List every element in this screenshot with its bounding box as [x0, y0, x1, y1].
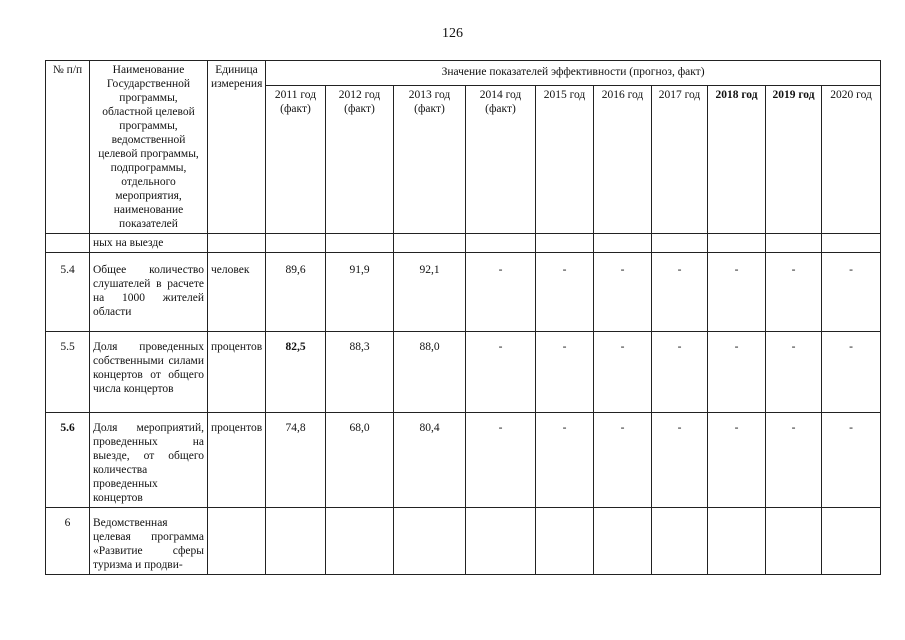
table-row: [46, 234, 881, 253]
row-value: [708, 508, 766, 575]
header-num: № п/п: [46, 61, 90, 234]
row-value: 82,5: [266, 332, 326, 413]
row-value: -: [652, 413, 708, 508]
row-value: -: [652, 253, 708, 332]
row-value: -: [466, 332, 536, 413]
row-value: -: [822, 253, 881, 332]
row-value: -: [594, 253, 652, 332]
row-value: -: [708, 253, 766, 332]
table-row: [46, 332, 881, 413]
row-value: [822, 234, 881, 253]
row-value: [652, 508, 708, 575]
row-value: [536, 508, 594, 575]
row-num: [46, 234, 90, 253]
row-value: [536, 234, 594, 253]
header-unit: Единица измерения: [208, 61, 266, 234]
row-value: [822, 508, 881, 575]
row-name: ных на выезде: [90, 234, 208, 253]
table-row: [46, 413, 881, 508]
row-value: [708, 234, 766, 253]
row-value: -: [536, 332, 594, 413]
row-unit: [208, 508, 266, 575]
header-year: 2014 год (факт): [466, 86, 536, 234]
header-name: Наименование Государственной программы, областной целевой программы, ведомственной целевой программы, подпрограммы, отдельного мероприятия, наименование показателей: [90, 61, 208, 234]
row-value: 88,3: [326, 332, 394, 413]
row-value: -: [766, 413, 822, 508]
table-row: [46, 508, 881, 575]
header-year: 2019 год: [766, 86, 822, 234]
row-value: -: [708, 332, 766, 413]
row-value: [466, 234, 536, 253]
row-value: 80,4: [394, 413, 466, 508]
header-year: 2020 год: [822, 86, 881, 234]
row-num: 5.5: [46, 332, 90, 413]
row-name: Доля мероприятий, проведенных на выезде, от общего количества проведенных концертов: [90, 413, 208, 508]
row-value: [594, 508, 652, 575]
row-value: [266, 508, 326, 575]
row-value: [652, 234, 708, 253]
row-value: -: [766, 332, 822, 413]
row-value: [394, 508, 466, 575]
row-value: -: [822, 413, 881, 508]
header-year: 2013 год (факт): [394, 86, 466, 234]
row-unit: процентов: [208, 413, 266, 508]
row-value: [266, 234, 326, 253]
row-value: -: [822, 332, 881, 413]
row-num: 5.6: [46, 413, 90, 508]
row-value: -: [466, 253, 536, 332]
row-value: [594, 234, 652, 253]
header-year: 2015 год: [536, 86, 594, 234]
header-year: 2017 год: [652, 86, 708, 234]
header-year: 2012 год (факт): [326, 86, 394, 234]
row-value: [326, 508, 394, 575]
row-value: 91,9: [326, 253, 394, 332]
header-year: 2016 год: [594, 86, 652, 234]
table-row: [46, 253, 881, 332]
page-number: 126: [442, 26, 463, 41]
row-value: -: [652, 332, 708, 413]
row-value: -: [594, 413, 652, 508]
row-value: -: [766, 253, 822, 332]
row-unit: процентов: [208, 332, 266, 413]
row-value: -: [594, 332, 652, 413]
row-value: -: [536, 253, 594, 332]
row-value: -: [708, 413, 766, 508]
indicators-table: [45, 60, 881, 575]
row-name: Доля проведенных собственными силами концертов от общего числа концертов: [90, 332, 208, 413]
row-value: 92,1: [394, 253, 466, 332]
row-value: [766, 234, 822, 253]
row-value: 68,0: [326, 413, 394, 508]
row-value: [394, 234, 466, 253]
row-num: 6: [46, 508, 90, 575]
row-value: 74,8: [266, 413, 326, 508]
row-num: 5.4: [46, 253, 90, 332]
header-values-title: Значение показателей эффективности (прогноз, факт): [266, 61, 881, 86]
row-value: [766, 508, 822, 575]
row-name: Ведомственная целевая программа «Развитие сферы туризма и продви-: [90, 508, 208, 575]
row-unit: [208, 234, 266, 253]
row-value: -: [536, 413, 594, 508]
row-value: 89,6: [266, 253, 326, 332]
row-name: Общее количество слушателей в расчете на 1000 жителей области: [90, 253, 208, 332]
row-unit: человек: [208, 253, 266, 332]
row-value: -: [466, 413, 536, 508]
header-year: 2011 год (факт): [266, 86, 326, 234]
header-row-1: [46, 61, 881, 86]
row-value: 88,0: [394, 332, 466, 413]
row-value: [326, 234, 394, 253]
header-year: 2018 год: [708, 86, 766, 234]
row-value: [466, 508, 536, 575]
